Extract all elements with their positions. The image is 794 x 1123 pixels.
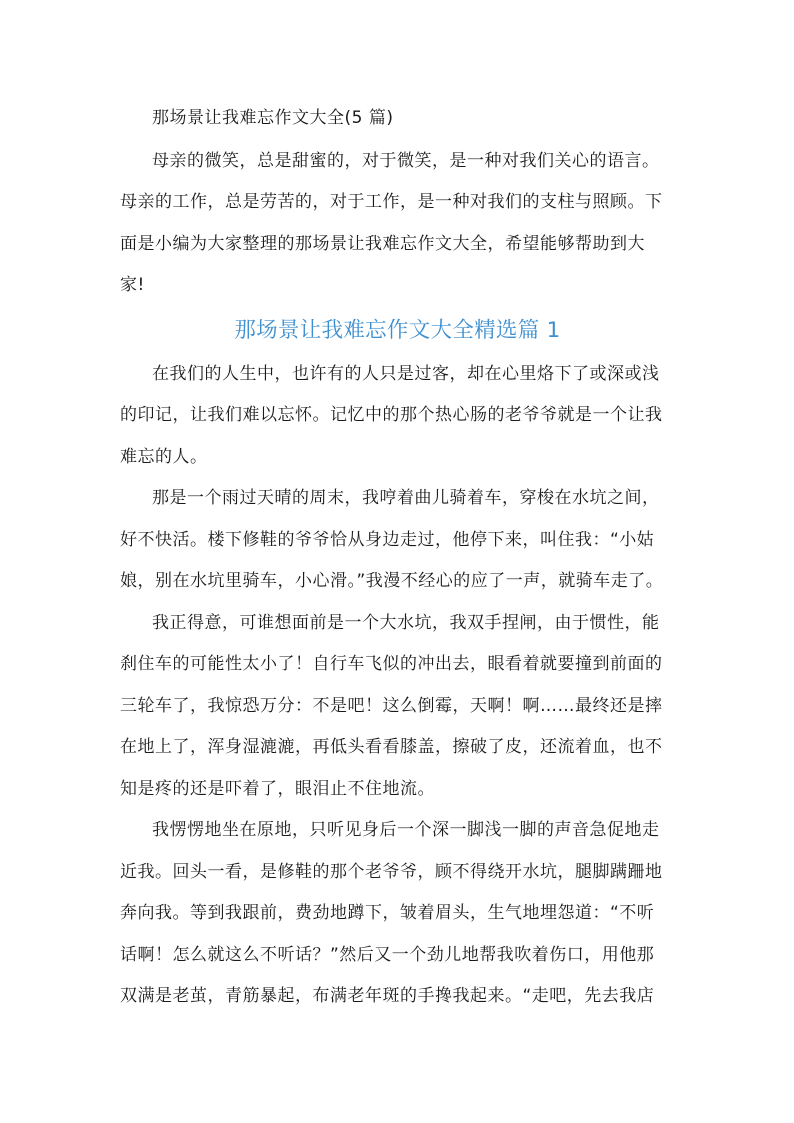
document-title-text: 那场景让我难忘作文大全(5 篇) (152, 108, 394, 128)
paragraph-line-text: 好不快活。楼下修鞋的爷爷恰从身边走过，他停下来，叫住我：“小姑 (120, 529, 655, 550)
intro-line (120, 182, 675, 224)
paragraph-line-text: 刹住车的可能性太小了！自行车飞似的冲出去，眼看着就要撞到前面的 (120, 654, 663, 674)
paragraph-line (120, 561, 675, 603)
paragraph-line (120, 520, 675, 562)
paragraph-line (120, 644, 675, 686)
paragraph-line-text: 难忘的人。 (120, 446, 208, 467)
intro-line (120, 224, 675, 266)
intro-line-text: 家! (120, 275, 145, 295)
paragraph-line (120, 769, 675, 811)
intro-line-text: 面是小编为大家整理的那场景让我难忘作文大全，希望能够帮助到大 (120, 233, 645, 254)
paragraph-line (120, 727, 675, 769)
paragraph-line (120, 354, 675, 396)
paragraph-line (120, 603, 675, 645)
paragraph-line (120, 437, 675, 479)
section-heading: 那场景让我难忘作文大全精选篇 1 (234, 317, 561, 343)
paragraph-line-text: 在地上了，浑身湿漉漉，再低头看看膝盖，擦破了皮，还流着血，也不 (120, 737, 663, 757)
paragraph-line-text: 近我。回头一看，是修鞋的那个老爷爷，顾不得绕开水坑，腿脚蹒跚地 (120, 861, 663, 882)
paragraph-line-text: 在我们的人生中，也许有的人只是过客，却在心里烙下了或深或浅 (152, 363, 660, 384)
paragraph-line (120, 810, 675, 852)
paragraph-line (120, 976, 675, 1018)
intro-line-text: 母亲的工作，总是劳苦的，对于工作，是一种对我们的支柱与照顾。下 (120, 192, 663, 212)
paragraph-line (120, 935, 675, 977)
paragraph-line-text: 奔向我。等到我跟前，费劲地蹲下，皱着眉头，生气地埋怨道：“不听 (120, 903, 655, 923)
paragraph-line-text: 那是一个雨过天晴的周末，我哼着曲儿骑着车，穿梭在水坑之间， (152, 488, 660, 508)
paragraph-line-text: 三轮车了，我惊恐万分：不是吧！这么倒霉，天啊！啊……最终还是摔 (120, 695, 663, 716)
document-title (120, 98, 675, 140)
paragraph-line-text: 的印记，让我们难以忘怀。记忆中的那个热心肠的老爷爷就是一个让我 (120, 405, 663, 425)
paragraph-line (120, 686, 675, 728)
intro-line-text: 母亲的微笑，总是甜蜜的，对于微笑，是一种对我们关心的语言。 (152, 150, 660, 171)
paragraph-line-text: 双满是老茧，青筋暴起，布满老年斑的手搀我起来。“走吧，先去我店 (120, 986, 655, 1006)
paragraph-line-text: 知是疼的还是吓着了，眼泪止不住地流。 (120, 778, 435, 799)
paragraph-line-text: 话啊！怎么就这么不听话？”然后又一个劲儿地帮我吹着伤口，用他那 (120, 944, 655, 965)
paragraph-line-text: 我愣愣地坐在原地，只听见身后一个深一脚浅一脚的声音急促地走 (152, 820, 660, 840)
paragraph-line (120, 852, 675, 894)
paragraph-line (120, 893, 675, 935)
paragraph-line (120, 395, 675, 437)
paragraph-line (120, 478, 675, 520)
intro-line (120, 265, 675, 307)
document-page (120, 98, 675, 1018)
paragraph-line-text: 我正得意，可谁想面前是一个大水坑，我双手捏闸，由于惯性，能 (152, 612, 660, 633)
paragraph-line-text: 娘，别在水坑里骑车，小心滑。”我漫不经心的应了一声，就骑车走了。 (120, 571, 664, 591)
intro-line (120, 141, 675, 183)
